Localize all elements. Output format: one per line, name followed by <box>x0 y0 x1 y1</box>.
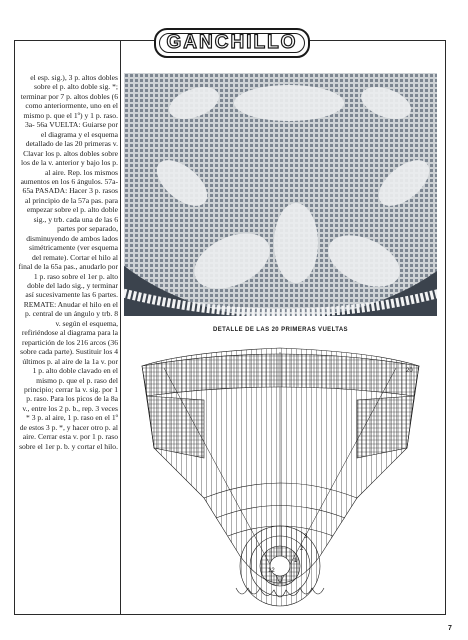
instructions-column <box>18 73 118 451</box>
doily-photo-illustration <box>124 73 437 316</box>
crochet-chart <box>124 338 437 615</box>
instructions-paragraph: el esp. sig.), 3 p. altos dobles sobre el p. alto doble sig. *; terminar por 7 p. altos dobles (6 como anteriormente, uno en el mismo p. que el 1º) y 1 p. raso. 3a- 56a VUELTA: Guiarse por el diagrama y el esquema detallado de las 20 primeras v. Clavar los p. altos dobles sobre los de la v. anterior y bajo los p. al aire. Rep. los mismos aumentos en los 6 ángulos. 57a- 65a PASADA: Hacer 3 p. rasos al principio de la 57a pas. para empezar sobre el p. alto doble sig., y trb. cada una de las 6 partes por separado, disminuyendo de ambos lados simétricamente (ver esquema del remate). Cortar el hilo al final de la 65a pas., anudarlo por 1 p. raso sobre el 1er p. alto doble del lado sig., y terminar así sucesivamente las 6 partes. <box>18 73 118 300</box>
crochet-diagram <box>124 338 437 615</box>
remate-paragraph: REMATE: Anudar el hilo en el p. central de un ángulo y trb. 8 v. según el esquema, refiriéndose al diagrama para la repartición de los 216 arcos (36 sobre cada parte). Sustituir los 4 últimos p. al aire de la 1a v. por 1 p. alto doble clavado en el mismo p. que el p. raso del principio; cerrar la v. sig. por 1 p. raso. Para los picos de la 8a v., entre los 2 p. b., rep. 3 veces * 3 p. al aire, 1 p. raso en el 1º de estos 3 p. *, y hacer otro p. al aire. Cerrar esta v. por 1 p. raso sobre el 1er p. b. y cortar el hilo. <box>19 299 118 451</box>
round-label-1: 1 <box>294 558 298 564</box>
round-label-20: 20 <box>406 368 413 374</box>
round-label-3: 3 <box>304 534 308 540</box>
column-divider <box>120 40 121 615</box>
brand-header <box>154 28 310 58</box>
diagram-title: DETALLE DE LAS 20 PRIMERAS VUELTAS <box>213 327 348 333</box>
round-label-12: 12 <box>268 568 275 574</box>
doily-photo <box>124 73 437 316</box>
page-number: 7 <box>448 625 452 632</box>
round-label-2: 2 <box>300 546 304 552</box>
brand-title: GANCHILLO <box>166 32 298 53</box>
